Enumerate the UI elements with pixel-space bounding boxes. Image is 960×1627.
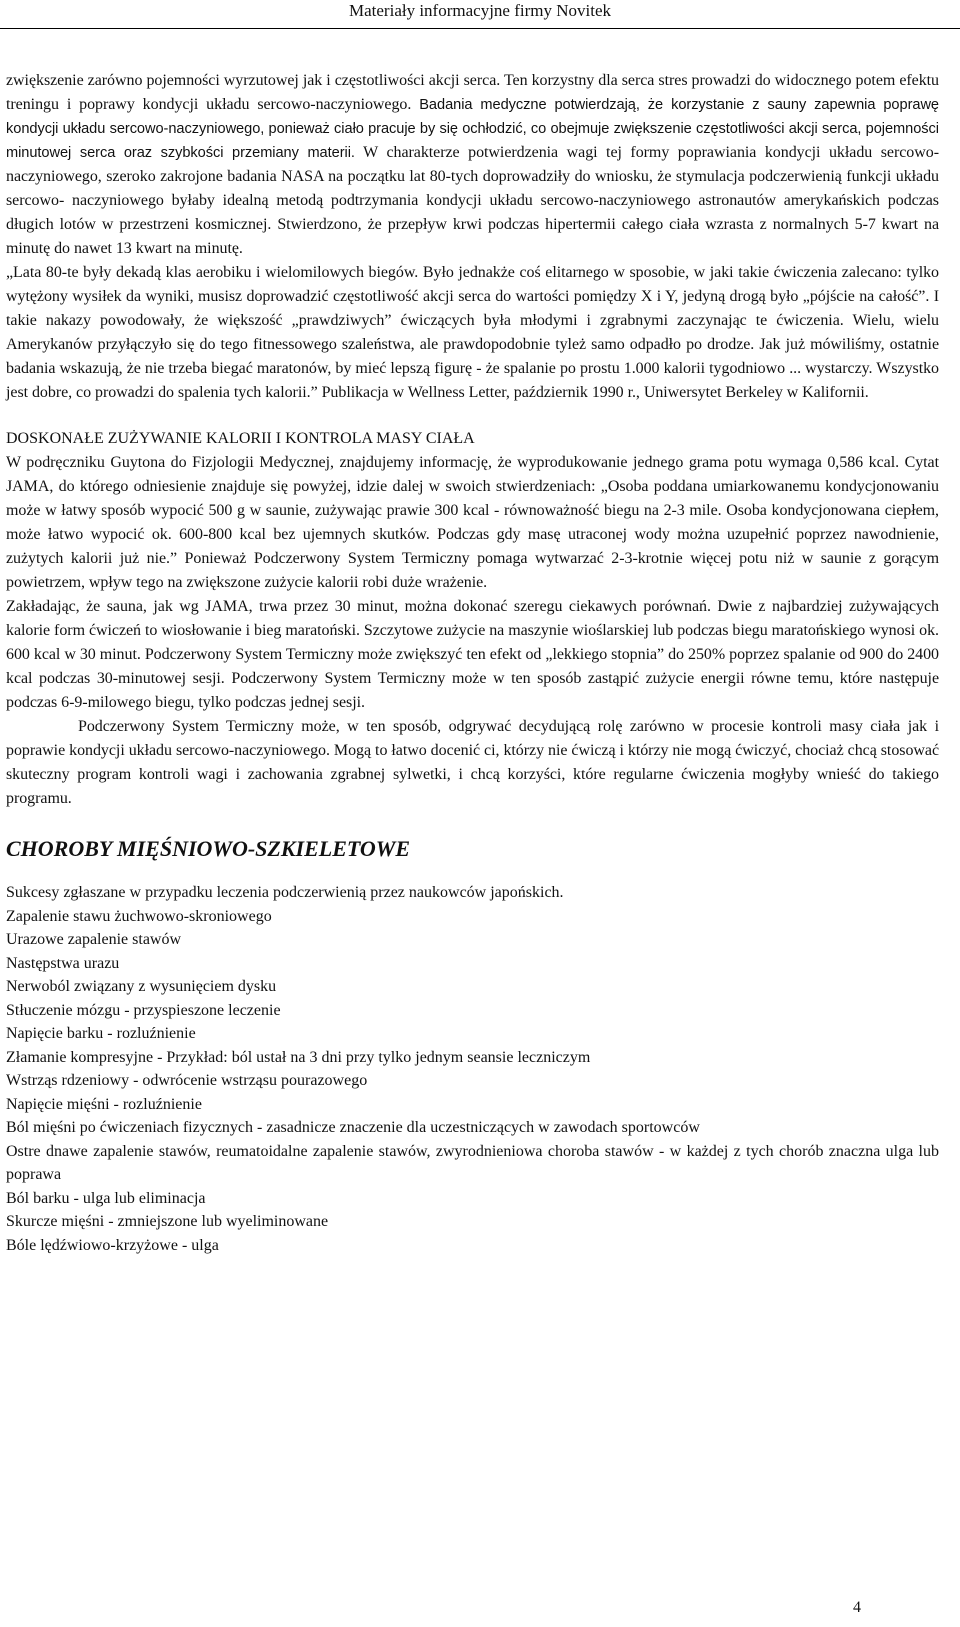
- list-item: Następstwa urazu: [6, 954, 120, 972]
- list-item: Bóle lędźwiowo-krzyżowe - ulga: [6, 1236, 219, 1254]
- paragraph-sauna-cardio-part-3: W charakterze potwierdzenia wagi tej formy poprawiania kondycji układu sercowo-naczyniowego, szeroko zakrojone badania NASA na początku lat 80-tych doprowadziły do wniosku, że stymulacja podczerwienią funkcji układu sercowo- naczyniowego byłaby idealną metodą podtrzymania kondycji układu sercowo-naczyniowego astronautów amerykańskich podczas długich lotów w przestrzeni kosmicznej. Stwierdzono, że przepływ krwi podczas hipertermii całego ciała wzrasta z normalnych 5-7 kwart na minutę do nawet 13 kwart na minutę.: [6, 144, 939, 257]
- spacer: [6, 863, 939, 881]
- list-item: Zapalenie stawu żuchwowo-skroniowego: [6, 907, 272, 925]
- paragraph-rowing-marathon-comparison: Zakładając, że sauna, jak wg JAMA, trwa przez 30 minut, można dokonać szeregu ciekawych porównań. Dwie z najbardziej zużywających kalorie form ćwiczeń to wiosłowanie i bieg maratoński. Szczytowe zużycie na maszynie wioślarskiej lub podczas biegu maratońskiego wynosi ok. 600 kcal w 30 minut. Podczerwony System Termiczny może zwiększyć ten efekt od „lekkiego stopnia” do 250% poprzez spalanie od 900 do 2400 kcal podczas 30-minutowej sesji. Podczerwony System Termiczny może w ten sposób zastąpić zużycie energii równe temu, które następuje podczas 6-9-milowego biegu, tylko podczas jednej sesji.: [6, 598, 939, 711]
- list-item: Wstrząs rdzeniowy - odwrócenie wstrząsu pourazowego: [6, 1072, 368, 1089]
- list-item: Nerwoból związany z wysunięciem dysku: [6, 978, 277, 995]
- list-item: Napięcie mięśni - rozluźnienie: [6, 1095, 202, 1113]
- list-item: Ból barku - ulga lub eliminacja: [6, 1189, 206, 1207]
- list-item: Złamanie kompresyjne - Przykład: ból ustał na 3 dni przy tylko jednym seansie leczniczym: [6, 1048, 591, 1066]
- section-heading-calories: DOSKONAŁE ZUŻYWANIE KALORII I KONTROLA MASY CIAŁA: [6, 430, 475, 447]
- list-item: Stłuczenie mózgu - przyspieszone leczenie: [6, 1001, 281, 1019]
- paragraph-sauna-cardio-part-2: Badania medyczne potwierdzają, że korzystanie z sauny zapewnia poprawę kondycji układu sercowo-naczyniowego, ponieważ ciało pracuje by się ochłodzić, co obejmuje zwiększenie częstotliwości akcji serca, pojemności minutowej serca oraz szybkości przemiany materii.: [6, 97, 940, 161]
- header-divider: [0, 28, 960, 29]
- running-header: Materiały informacyjne firmy Novitek: [349, 1, 611, 20]
- list-item: Urazowe zapalenie stawów: [6, 931, 182, 948]
- paragraph-sauna-cardio-part-1: zwiększenie zarówno pojemności wyrzutowej jak i częstotliwości akcji serca. Ten korzystny dla serca stres prowadzi do widocznego potem efektu treningu i poprawy kondycji układu sercowo-naczyniowego.: [6, 72, 939, 113]
- list-item: Napięcie barku - rozluźnienie: [6, 1025, 196, 1042]
- list-item: Ból mięśni po ćwiczeniach fizycznych - zasadnicze znaczenie dla uczestniczących w zawodach sportowców: [6, 1119, 700, 1136]
- spacer: [6, 811, 939, 835]
- conditions-list: [6, 881, 939, 1257]
- list-item: Skurcze mięśni - zmniejszone lub wyeliminowane: [6, 1213, 329, 1230]
- paragraph-wellness-letter-quote: „Lata 80-te były dekadą klas aerobiku i wielomilowych biegów. Było jednakże coś elitarnego w sposobie, w jaki takie ćwiczenia zalecano: tylko wytężony wysiłek da wyniki, musisz doprowadzić częstotliwość akcji serca do wartości pomiędzy X i Y, jedyną drogą było „pójście na całość”. I takie nakazy powodowały, że większość „prawdziwych” ćwiczących była młodymi i zgrabnymi zaczynając te ćwiczenia. Wielu, wielu Amerykanów przyłączyło się do tego fitnessowego szaleństwa, ale prawdopodobnie tyleż samo odpadło po drodze. Jak już mówiliśmy, ostatnie badania wskazują, że nie trzeba biegać maratonów, by mieć lepszą figurę - że spalanie po prostu 1.000 kalorii tygodniowo ... wystarczy. Wszystko jest dobre, co prowadzi do spalenia tych kalorii.” Publikacja w Wellness Letter, październik 1990 r., Uniwersytet Berkeley w Kalifornii.: [6, 264, 939, 401]
- chapter-heading-musculoskeletal: CHOROBY MIĘŚNIOWO-SZKIELETOWE: [6, 836, 411, 861]
- paragraph-weight-control-summary: Podczerwony System Termiczny może, w ten sposób, odgrywać decydującą rolę zarówno w procesie kontroli masy ciała jak i poprawie kondycji układu sercowo-naczyniowego. Mogą to łatwo docenić ci, którzy nie ćwiczą i którzy nie mogą ćwiczyć, chociaż chcą stosować skuteczny program kontroli wagi i zachowania zgrabnej sylwetki, i chcą korzyści, które regularne ćwiczenia mogłyby wnieść do takiego programu.: [6, 718, 939, 807]
- list-item: Sukcesy zgłaszane w przypadku leczenia podczerwienią przez naukowców japońskich.: [6, 884, 564, 901]
- paragraph-sauna-cardio: [6, 69, 939, 261]
- page-content: [6, 69, 939, 1257]
- paragraph-guyton-jama: W podręczniku Guytona do Fizjologii Medycznej, znajdujemy informację, że wyprodukowanie jednego grama potu wymaga 0,586 kcal. Cytat JAMA, do którego odniesienie znajduje się powyżej, idzie dalej w swoich stwierdzeniach: „Osoba poddana umiarkowanemu kondycjonowaniu może w łatwy sposób wypocić 500 g w saunie, zużywając prawie 300 kcal - równoważność biegu na 2-3 mile. Osoba kondycjonowana ciepłem, może łatwo wypocić ok. 600-800 kcal bez ujemnych skutków. Podczas gdy masę utraconej wody można uzupełnić poprzez nawodnienie, zużytych kalorii już nie.” Ponieważ Podczerwony System Termiczny pomaga wytwarzać 2-3-krotnie więcej potu niż w saunie z gorącym powietrzem, wpływ tego na zwiększone zużycie kalorii robi duże wrażenie.: [6, 454, 939, 591]
- page-number: 4: [853, 1599, 861, 1616]
- list-item: Ostre dnawe zapalenie stawów, reumatoidalne zapalenie stawów, zwyrodnieniowa choroba stawów - w każdej z tych chorób znaczna ulga lub poprawa: [6, 1142, 939, 1183]
